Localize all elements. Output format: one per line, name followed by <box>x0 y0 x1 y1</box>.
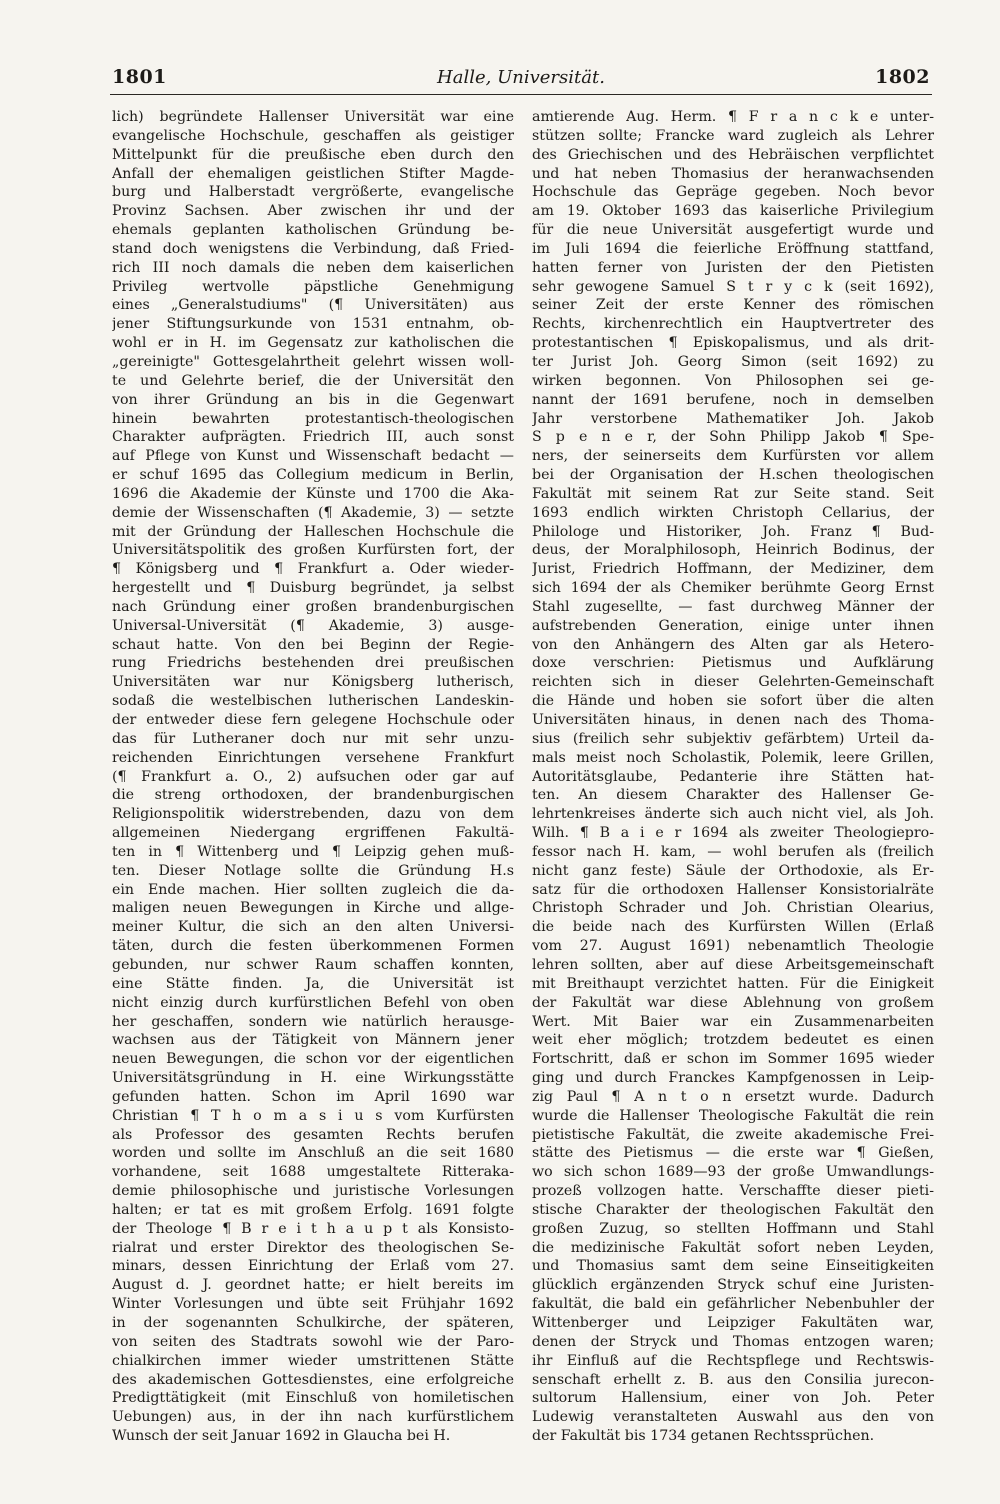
text-line: nicht ganz feste) Säule der Orthodoxie, als Er- <box>532 862 934 879</box>
text-line: wurde die Hallenser Theologische Fakultät die rein <box>532 1107 934 1124</box>
text-line: te und Gelehrte berief, die der Universität den <box>112 372 514 389</box>
text-line: für die neue Universität ausgefertigt wurde und <box>532 222 934 239</box>
text-line: fakultät, die bald ein gefährlicher Nebenbuhler der <box>532 1296 934 1313</box>
text-line: neuen Bewegungen, die schon vor der eigentlichen <box>112 1051 514 1068</box>
text-line: maligen neuen Bewegungen in Kirche und allge- <box>112 900 514 917</box>
text-line: zig Paul ¶ A n t o n ersetzt wurde. Dadurch <box>532 1088 934 1105</box>
text-line: er schuf 1695 das Collegium medicum in Berlin, <box>112 467 514 484</box>
text-line: ein Ende machen. Hier sollten zugleich die da- <box>112 881 514 898</box>
text-line: halten; er tat es mit großem Erfolg. 1691 folgte <box>112 1201 514 1218</box>
text-line: her geschaffen, sondern wie natürlich herausge- <box>112 1013 514 1030</box>
text-line: hatten ferner von Juristen der den Pietisten <box>532 259 934 276</box>
text-line: ihr Einfluß auf die Rechtspflege und Rechtswis- <box>532 1352 934 1369</box>
text-line: stische Charakter der theologischen Fakultät den <box>532 1201 934 1218</box>
text-line: Anfall der ehemaligen geistlichen Stifter Magde- <box>112 165 514 182</box>
text-line: gefunden hatten. Schon im April 1690 war <box>112 1088 514 1105</box>
text-line: reichenden Einrichtungen versehene Frankfurt <box>112 749 514 766</box>
text-line: Jahr verstorbene Mathematiker Joh. Jakob <box>532 410 934 427</box>
text-line: ten. Dieser Notlage sollte die Gründung H.s <box>112 862 514 879</box>
text-line: eines „Generalstudiums" (¶ Universitäten) aus <box>112 297 514 314</box>
text-line: wohl er in H. im Gegensatz zur katholischen die <box>112 335 514 352</box>
page-header <box>112 62 930 92</box>
text-line: Universal-Universität (¶ Akademie, 3) ausge- <box>112 617 514 634</box>
text-line: Stahl zugesellte, — fast durchweg Männer der <box>532 598 934 615</box>
text-line: Wert. Mit Baier war ein Zusammenarbeiten <box>532 1013 934 1030</box>
text-line: Christoph Schrader und Joh. Christian Olearius, <box>532 900 934 917</box>
text-line: ter Jurist Joh. Georg Simon (seit 1692) zu <box>532 353 934 370</box>
text-line: chialkirchen immer wieder umstrittenen Stätte <box>112 1352 514 1369</box>
text-line: allgemeinen Niedergang ergriffenen Fakultä- <box>112 825 514 842</box>
text-line: in der sogenannten Schulkirche, der späteren, <box>112 1315 514 1331</box>
text-line: im Juli 1694 die feierliche Eröffnung stattfand, <box>532 240 934 257</box>
text-line: ten. An diesem Charakter des Hallenser Ge- <box>532 787 934 804</box>
text-line: glücklich ergänzenden Stryck schuf eine Juristen- <box>532 1277 934 1294</box>
text-line: reichten sich in dieser Gelehrten-Gemeinschaft <box>532 674 934 691</box>
text-line: minars, dessen Einrichtung der Erlaß vom 27. <box>112 1258 514 1275</box>
text-line: 1693 endlich wirkten Christoph Cellarius, der <box>532 504 934 521</box>
running-title: Halle, Universität. <box>437 66 605 88</box>
left-column <box>112 108 514 1446</box>
text-line: der Fakultät bis 1734 getanen Rechtssprüchen. <box>532 1428 875 1445</box>
header-rule <box>110 94 932 95</box>
text-line: aufstrebenden Generation, einige unter ihnen <box>532 617 934 634</box>
text-line: wirken begonnen. Von Philosophen sei ge- <box>532 372 934 389</box>
text-line: gebunden, nur schwer Raum schaffen konnten, <box>112 956 514 973</box>
text-line: Wittenberger und Leipziger Fakultäten war, <box>532 1315 934 1331</box>
text-line: wo sich schon 1689—93 der große Umwandlungs- <box>532 1164 934 1181</box>
text-line: Uebungen) aus, in der ihn nach kurfürstlichem <box>112 1409 514 1426</box>
text-line: sich 1694 der als Chemiker berühmte Georg Ernst <box>532 580 934 597</box>
text-line: stützen sollte; Francke ward zugleich als Lehrer <box>532 127 934 144</box>
text-line: rich III noch damals die neben dem kaiserlichen <box>112 259 514 276</box>
text-line: deus, der Moralphilosoph, Heinrich Bodinus, der <box>532 542 934 559</box>
text-line: wachsen aus der Tätigkeit von Männern jener <box>112 1032 514 1049</box>
text-line: nach Gründung einer großen brandenburgischen <box>112 598 514 615</box>
text-line: ehemals geplanten katholischen Gründung be- <box>112 222 514 239</box>
text-line: hinein bewahrten protestantisch-theologischen <box>112 410 514 427</box>
text-line: Winter Vorlesungen und übte seit Frühjahr 1692 <box>112 1296 514 1313</box>
text-line: prozeß vollzogen hatte. Verschaffte dieser pieti- <box>532 1183 934 1200</box>
text-line: August d. J. geordnet hatte; er hielt bereits im <box>112 1277 514 1294</box>
text-line: der Theologe ¶ B r e i t h a u p t als Konsisto- <box>112 1220 514 1237</box>
text-line: Religionspolitik widerstrebenden, dazu von dem <box>112 806 514 823</box>
text-line: Jurist, Friedrich Hoffmann, der Mediziner, dem <box>532 561 934 578</box>
text-line: lich) begründete Hallenser Universität war eine <box>112 109 514 125</box>
text-line: lehren sollten, aber auf diese Arbeitsgemeinschaft <box>532 956 934 973</box>
text-line: Hochschule das Gepräge gegeben. Noch bevor <box>532 184 934 201</box>
text-line: satz für die orthodoxen Hallenser Konsistorialräte <box>532 881 934 898</box>
text-line: vom 27. August 1691) nebenamtlich Theologie <box>532 938 934 955</box>
text-line: die beide nach des Kurfürsten Willen (Erlaß <box>532 919 934 936</box>
text-line: rung Friedrichs bestehenden drei preußischen <box>112 655 514 672</box>
right-column <box>532 108 934 1446</box>
text-line: Universitätsgründung in H. eine Wirkungsstätte <box>112 1070 514 1087</box>
text-line: und hat neben Thomasius der heranwachsenden <box>532 165 934 182</box>
text-line: Mittelpunkt für die preußische eben durch den <box>112 146 514 163</box>
text-line: auf Pflege von Kunst und Wissenschaft bedacht — <box>112 448 514 465</box>
text-line: schaut hatte. Von den bei Beginn der Regie- <box>112 636 514 653</box>
text-line: Fortschritt, daß er schon im Sommer 1695 wieder <box>532 1051 934 1068</box>
text-line: S p e n e r, der Sohn Philipp Jakob ¶ Spe- <box>532 429 934 446</box>
text-line: die medizinische Fakultät sofort neben Leyden, <box>532 1239 934 1256</box>
text-line: rialrat und erster Direktor des theologischen Se- <box>112 1239 514 1256</box>
text-line: die streng orthodoxen, der brandenburgischen <box>112 787 514 804</box>
text-line: am 19. Oktober 1693 das kaiserliche Privilegium <box>532 203 934 220</box>
text-line: Fakultät mit seinem Rat zur Seite stand. Seit <box>532 485 934 502</box>
text-line: Predigttätigkeit (mit Einschluß von homiletischen <box>112 1390 514 1407</box>
text-line: von ihrer Gründung an bis in die Gegenwart <box>112 391 514 408</box>
text-line: (¶ Frankfurt a. O., 2) aufsuchen oder gar auf <box>112 768 514 785</box>
text-line: worden und sollte im Anschluß an die seit 1680 <box>112 1145 514 1162</box>
text-line: jener Stiftungsurkunde von 1531 entnahm, ob- <box>112 316 514 333</box>
text-line: stätte des Pietismus — die erste war ¶ Gießen, <box>532 1145 934 1162</box>
text-line: Universitäten war nur Königsberg lutherisch, <box>112 674 514 691</box>
text-line: seiner Zeit der erste Kenner des römischen <box>532 297 934 314</box>
text-line: stand doch wenigstens die Verbindung, daß Fried- <box>112 240 514 257</box>
left-page-number: 1801 <box>112 66 167 88</box>
text-line: hergestellt und ¶ Duisburg begründet, ja selbst <box>112 580 514 597</box>
text-line: demie der Wissenschaften (¶ Akademie, 3) — setzte <box>112 504 514 521</box>
text-line: des akademischen Gottesdienstes, eine erfolgreiche <box>112 1371 514 1388</box>
text-line: Privileg wertvolle päpstliche Genehmigung <box>112 278 514 295</box>
text-line: das für Lutheraner doch nur mit sehr unzu- <box>112 730 514 747</box>
text-line: ners, der seinerseits dem Kurfürsten vor allem <box>532 448 934 465</box>
text-line: „gereinigte" Gottesgelahrtheit gelehrt wissen woll- <box>112 353 514 370</box>
text-line: ¶ Königsberg und ¶ Frankfurt a. Oder wieder- <box>112 561 514 578</box>
text-line: sius (freilich sehr subjektiv gefärbtem) Urteil da- <box>532 730 934 747</box>
text-line: von den Anhängern des Alten gar als Hetero- <box>532 636 934 653</box>
text-line: weit eher möglich; trotzdem bedeutet es einen <box>532 1032 934 1049</box>
text-line: sultorum Hallensium, einer von Joh. Peter <box>532 1390 934 1407</box>
text-line: denen der Stryck und Thomas entzogen waren; <box>532 1333 934 1350</box>
text-line: Universitätspolitik des großen Kurfürsten fort, der <box>112 542 514 559</box>
text-line: ten in ¶ Wittenberg und ¶ Leipzig gehen muß- <box>112 843 514 860</box>
text-line: Universitäten hinaus, in denen nach des Thoma- <box>532 712 934 728</box>
text-line: 1696 die Akademie der Künste und 1700 die Aka- <box>112 485 514 502</box>
text-line: pietistische Fakultät, die zweite akademische Frei- <box>532 1126 934 1143</box>
text-line: mit Breithaupt verzichtet hatten. Für die Einigkeit <box>532 975 934 992</box>
text-line: von seiten des Stadtrats sowohl wie der Paro- <box>112 1333 514 1350</box>
text-line: Provinz Sachsen. Aber zwischen ihr und der <box>112 203 514 220</box>
text-line: evangelische Hochschule, geschaffen als geistiger <box>112 127 514 144</box>
text-line: und Thomasius samt dem seine Einseitigkeiten <box>532 1258 934 1275</box>
text-line: senschaft erhellt z. B. aus den Consilia jurecon- <box>532 1371 934 1388</box>
text-line: Christian ¶ T h o m a s i u s vom Kurfürsten <box>112 1107 514 1124</box>
text-line: Rechts, kirchenrechtlich ein Hauptvertreter des <box>532 316 934 333</box>
text-line: die Hände und hoben sie sofort über die alten <box>532 693 934 710</box>
text-line: Ludewig veranstalteten Auswahl aus den von <box>532 1409 934 1426</box>
text-line: des Griechischen und des Hebräischen verpflichtet <box>532 146 934 163</box>
text-line: demie philosophische und juristische Vorlesungen <box>112 1183 514 1200</box>
text-line: nannt der 1691 berufene, noch in demselben <box>532 391 934 408</box>
text-line: bei der Organisation der H.schen theologischen <box>532 467 934 484</box>
text-line: ging und durch Franckes Kampfgenossen in Leip- <box>532 1070 934 1087</box>
text-line: vorhandene, seit 1688 umgestaltete Ritteraka- <box>112 1164 514 1181</box>
text-line: eine Stätte finden. Ja, die Universität ist <box>112 975 514 992</box>
text-line: meiner Kultur, die sich an den alten Universi- <box>112 919 514 936</box>
text-line: nicht einzig durch kurfürstlichen Befehl von oben <box>112 994 514 1011</box>
text-line: großen Zuzug, so stellten Hoffmann und Stahl <box>532 1220 934 1237</box>
text-line: mals meist noch Scholastik, Polemik, leere Grillen, <box>532 749 934 766</box>
text-line: fessor nach H. kam, — wohl berufen als (freilich <box>532 843 934 860</box>
text-line: Charakter aufprägten. Friedrich III, auch sonst <box>112 429 514 446</box>
text-line: mit der Gründung der Halleschen Hochschule die <box>112 523 514 540</box>
text-line: Wilh. ¶ B a i e r 1694 als zweiter Theologiepro- <box>532 825 934 842</box>
text-line: sehr gewogene Samuel S t r y c k (seit 1692), <box>532 278 934 295</box>
right-page-number: 1802 <box>875 66 930 88</box>
text-line: Wunsch der seit Januar 1692 in Glaucha bei H. <box>112 1428 451 1445</box>
text-line: der Fakultät war diese Ablehnung von großem <box>532 994 934 1011</box>
text-line: amtierende Aug. Herm. ¶ F r a n c k e unter- <box>532 109 934 125</box>
text-line: protestantischen ¶ Episkopalismus, und als drit- <box>532 335 934 352</box>
text-line: sodaß die westelbischen lutherischen Landeskin- <box>112 693 514 710</box>
text-line: Autoritätsglaube, Pedanterie ihre Stätten hat- <box>532 768 934 785</box>
text-line: doxe verschrien: Pietismus und Aufklärung <box>532 655 934 672</box>
text-line: täten, durch die festen überkommenen Formen <box>112 938 514 955</box>
text-line: burg und Halberstadt vergrößerte, evangelische <box>112 184 514 201</box>
text-line: lehrtenkreises änderte sich auch nicht viel, als Joh. <box>532 806 934 823</box>
text-line: als Professor des gesamten Rechts berufen <box>112 1126 514 1143</box>
text-line: Philologe und Historiker, Joh. Franz ¶ Bud- <box>532 523 934 540</box>
text-line: der entweder diese fern gelegene Hochschule oder <box>112 712 514 728</box>
